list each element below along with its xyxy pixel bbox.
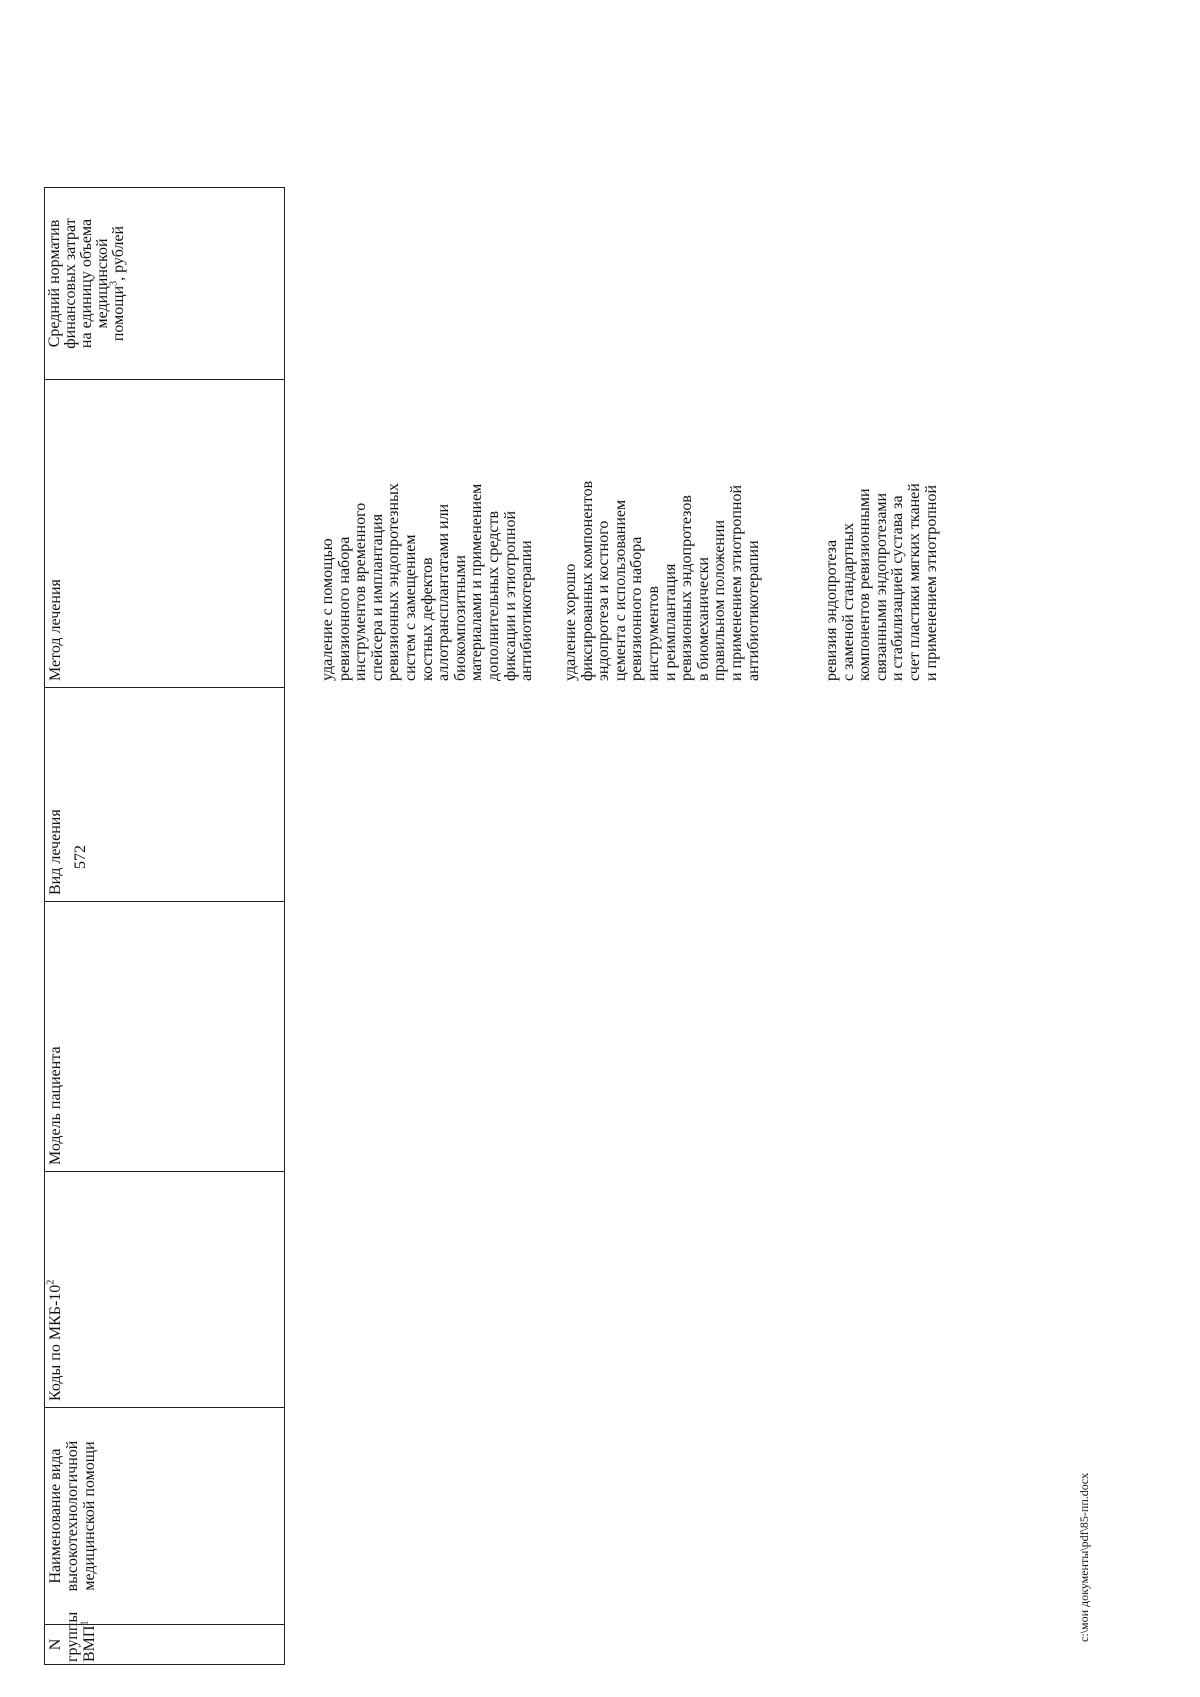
header-average-cost-label: Средний норматив финансовых затрат на единицу объема медицинской помощи	[46, 218, 127, 349]
header-group-number-label: N группы ВМП	[47, 1611, 98, 1662]
header-icd-codes-label: Коды по МКБ-10	[47, 1284, 64, 1401]
header-treatment-type	[45, 687, 284, 901]
footnote-marker-2: 2	[45, 1279, 57, 1285]
header-care-type-name-label: Наименование вида высокотехнологичной медицинской помощи	[47, 1440, 98, 1592]
method-text-1: удаление с помощью ревизионного набора инструментов временного спейсера и имплантация ревизионных эндопротезных систем с замещением костных дефектов аллотрансплантатами или биокомпозитными материалами и применением дополнительных средств фиксации и этиотропной антибиотикотерапии	[319, 483, 536, 681]
method-text-3: ревизия эндопротеза с заменой стандартных компонентов ревизионными связанными эндопротезами и стабилизацией сустава за счет пластики мягких тканей и применением этиотропной	[823, 483, 940, 681]
method-text-2: удаление хорошо фиксированных компонентов эндопротеза и костного цемента с использованием ревизионного набора инструментов и реимплантация ревизионных эндопротезов в биомеханически правильном положении и применением этиотропной антибиотикотерапии	[562, 480, 762, 681]
header-average-cost	[45, 188, 284, 379]
table-header	[44, 187, 940, 1665]
header-care-type-name	[45, 1407, 284, 1624]
header-treatment-type-label: Вид лечения	[47, 809, 64, 895]
header-patient-model-label: Модель пациента	[47, 1046, 64, 1165]
header-treatment-method-label: Метод лечения	[47, 579, 64, 681]
page-number: 572	[72, 845, 89, 869]
footnote-marker-1: 1	[79, 1620, 91, 1626]
footnote-marker-3: 3	[108, 280, 120, 286]
header-group-number	[45, 1611, 284, 1664]
header-patient-model	[45, 901, 284, 1171]
footer-file-path: c:\мои документы\pdf\85-пп.docx	[1077, 1472, 1091, 1642]
header-icd-codes	[45, 1171, 284, 1407]
header-average-cost-unit: , рублей	[110, 225, 127, 281]
header-treatment-method	[45, 379, 940, 687]
